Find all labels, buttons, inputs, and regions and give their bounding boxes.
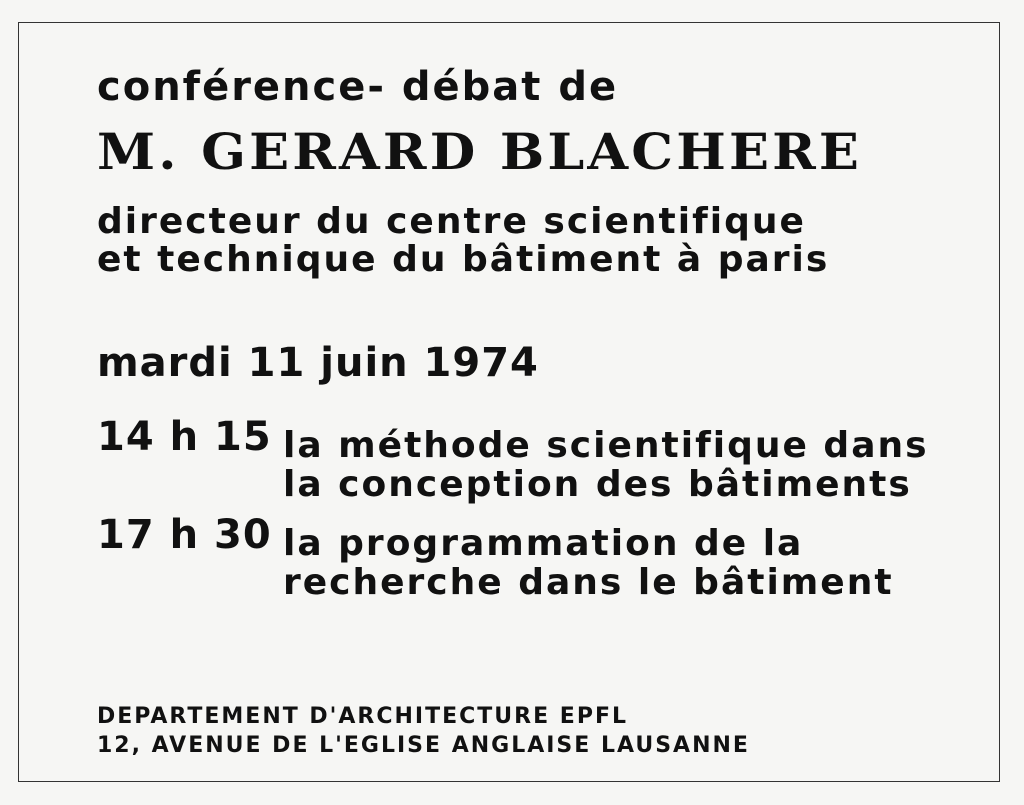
speaker-name: M. GERARD BLACHERE bbox=[97, 122, 863, 181]
intro-line: conférence- débat de bbox=[97, 64, 619, 110]
footer-department: DEPARTEMENT D'ARCHITECTURE EPFL bbox=[97, 704, 628, 729]
session-title-1-line-2: la conception des bâtiments bbox=[283, 464, 912, 505]
session-time-2: 17 h 30 bbox=[97, 512, 272, 558]
footer-address: 12, AVENUE DE L'EGLISE ANGLAISE LAUSANNE bbox=[97, 733, 750, 758]
session-title-2-line-1: la programmation de la bbox=[283, 523, 804, 564]
speaker-role-line-2: et technique du bâtiment à paris bbox=[97, 239, 830, 280]
speaker-role-line-1: directeur du centre scientifique bbox=[97, 201, 806, 242]
session-time-1: 14 h 15 bbox=[97, 414, 272, 460]
event-date: mardi 11 juin 1974 bbox=[97, 340, 539, 386]
session-title-1-line-1: la méthode scientifique dans bbox=[283, 425, 929, 466]
session-title-2-line-2: recherche dans le bâtiment bbox=[283, 562, 894, 603]
